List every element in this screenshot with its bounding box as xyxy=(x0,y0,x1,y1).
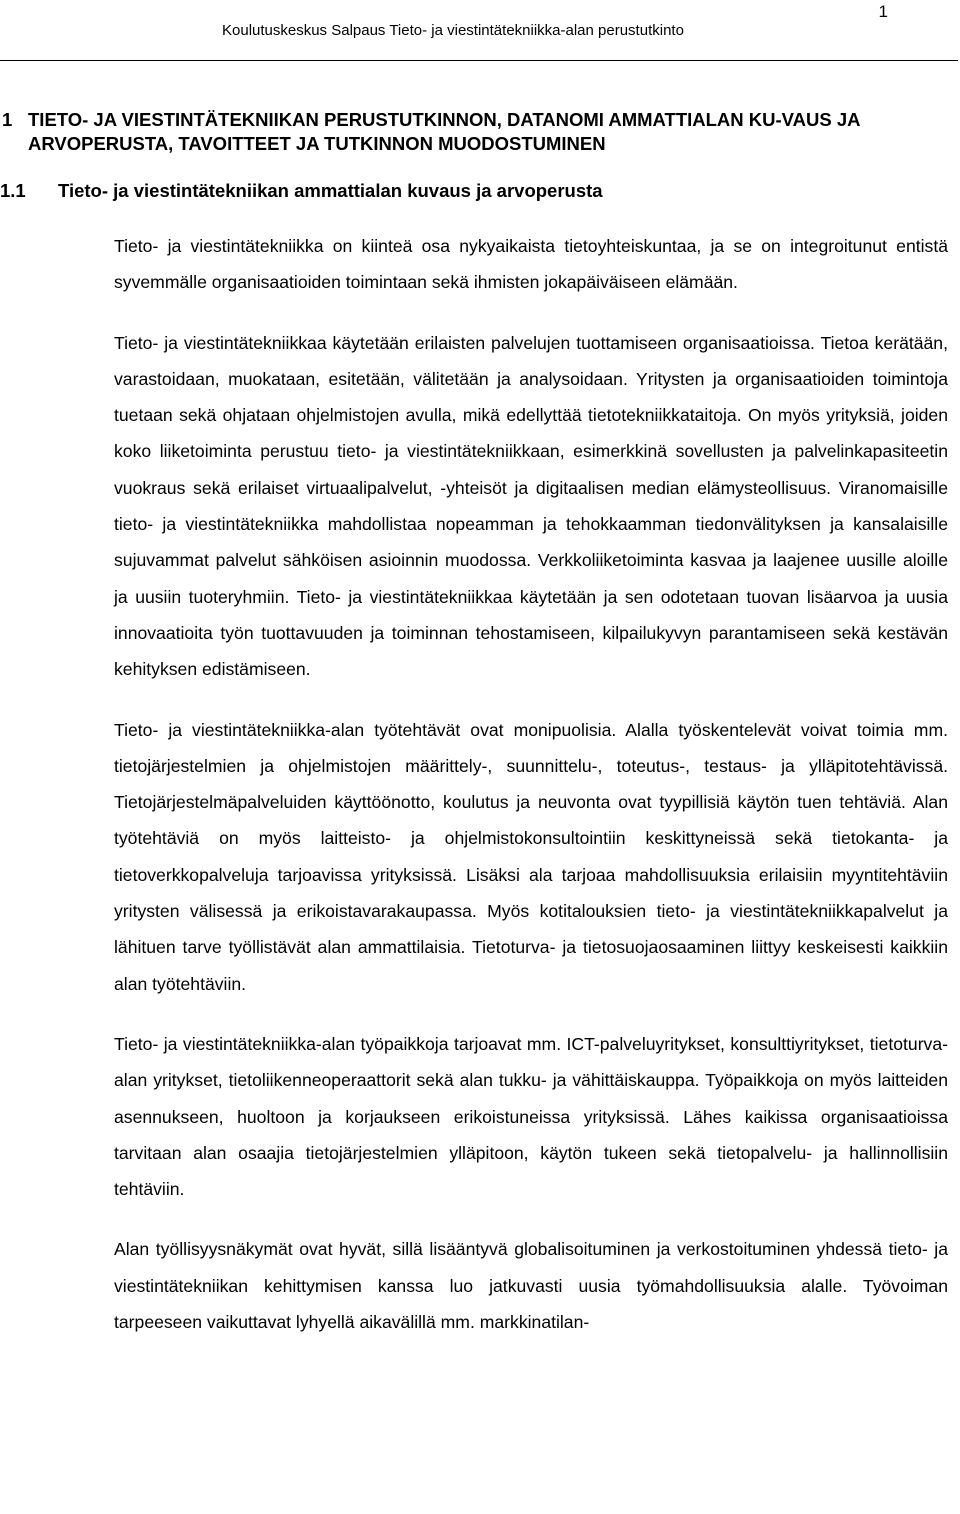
paragraph: Tieto- ja viestintätekniikkaa käytetään erilaisten palvelujen tuottamiseen organisaatioissa. Tietoa kerätään, varastoidaan, muokataan, esitetään, välitetään ja analysoidaan. Yritysten ja organisaatioiden toimintoja tuetaan sekä ohjataan ohjelmistojen avulla, mikä edellyttää tietotekniikkataitoja. On myös yrityksiä, joiden koko liiketoiminta perustuu tieto- ja viestintätekniikkaan, esimerkkinä sovellusten ja palvelinkapasiteetin vuokraus sekä erilaiset virtuaalipalvelut, -yhteisöt ja digitaalisen median elämysteollisuus. Viranomaisille tieto- ja viestintätekniikka mahdollistaa nopeamman ja tehokkaamman tiedonvälityksen ja kansalaisille sujuvammat palvelut sähköisen asioinnin muodossa. Verkkoliiketoiminta kasvaa ja laajenee uusille aloille ja uusiin tuoteryhmiin. Tieto- ja viestintätekniikkaa käytetään ja sen odotetaan tuovan lisäarvoa ja uusia innovaatioita työn tuottavuuden ja toiminnan tehostamiseen, kilpailukyvyn parantamiseen sekä kestävän kehityksen edistämiseen. xyxy=(114,332,948,680)
header-divider xyxy=(0,60,958,61)
chapter-title: TIETO- JA VIESTINTÄTEKNIIKAN PERUSTUTKINNON, DATANOMI AMMATTIALAN KU-VAUS JA ARVOPERUSTA, TAVOITTEET JA TUTKINNON MUODOSTUMINEN xyxy=(28,109,860,154)
body-text xyxy=(114,228,948,1364)
paragraph: Alan työllisyysnäkymät ovat hyvät, sillä lisääntyvä globalisoituminen ja verkostoituminen yhdessä tieto- ja viestintätekniikan kehittymisen kanssa luo jatkuvasti uusia työmahdollisuuksia alalle. Työvoiman tarpeeseen vaikuttavat lyhyellä aikavälillä mm. markkinatilan- xyxy=(114,1239,948,1333)
chapter-number: 1 xyxy=(2,109,13,130)
chapter-heading xyxy=(0,108,960,156)
paragraph: Tieto- ja viestintätekniikka-alan työtehtävät ovat monipuolisia. Alalla työskentelevät voivat toimia mm. tietojärjestelmien ja ohjelmistojen määrittely-, suunnittelu-, toteutus-, testaus- ja ylläpitotehtävissä. Tietojärjestelmäpalveluiden käyttöönotto, koulutus ja neuvonta ovat tyypillisiä käytön tuen tehtäviä. Alan työtehtäviä on myös laitteisto- ja ohjelmistokonsultointiin keskittyneissä sekä tietokanta- ja tietoverkkopalveluja tarjoavissa yrityksissä. Lisäksi ala tarjoaa mahdollisuuksia erilaisiin myyntitehtäviin yritysten välisessä ja erikoistavarakaupassa. Myös kotitalouksien tieto- ja viestintätekniikkapalvelut ja lähituen tarve työllistävät alan ammattilaisia. Tietoturva- ja tietosuojaosaaminen liittyy keskeisesti kaikkiin alan työtehtäviin. xyxy=(114,719,948,994)
paragraph: Tieto- ja viestintätekniikka on kiinteä osa nykyaikaista tietoyhteiskuntaa, ja se on integroitunut entistä syvemmälle organisaatioiden toimintaan sekä ihmisten jokapäiväiseen elämään. xyxy=(114,236,948,293)
section-heading xyxy=(0,179,960,203)
section-title: Tieto- ja viestintätekniikan ammattialan kuvaus ja arvoperusta xyxy=(58,180,603,201)
paragraph: Tieto- ja viestintätekniikka-alan työpaikkoja tarjoavat mm. ICT-palveluyritykset, konsulttiyritykset, tietoturva-alan yritykset, tietoliikenneoperaattorit sekä alan tukku- ja vähittäiskauppa. Työpaikkoja on myös laitteiden asennukseen, huoltoon ja korjaukseen erikoistuneissa yrityksissä. Lähes kaikissa organisaatioissa tarvitaan alan osaajia tietojärjestelmien ylläpitoon, käytön tukeen sekä tietopalvelu- ja hallinnollisiin tehtäviin. xyxy=(114,1033,948,1200)
running-header: Koulutuskeskus Salpaus Tieto- ja viestintätekniikka-alan perustutkinto xyxy=(222,22,684,39)
page-number: 1 xyxy=(878,2,888,21)
section-number: 1.1 xyxy=(0,180,26,201)
